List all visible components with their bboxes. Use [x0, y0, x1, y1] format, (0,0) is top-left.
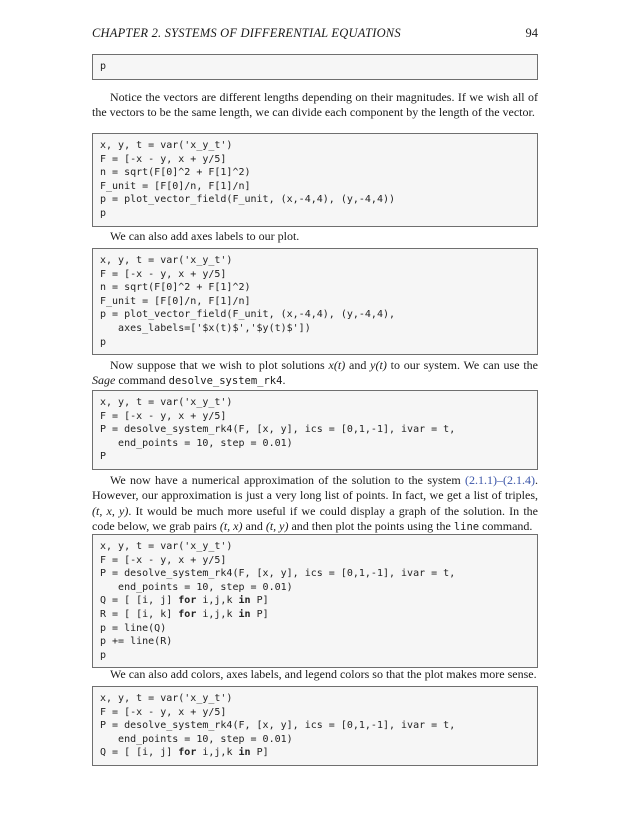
code-block-3: x, y, t = var('x_y_t') F = [-x - y, x + y/5] n = sqrt(F[0]^2 + F[1]^2) F_unit = [F[0]/n, F[1]/n] p = plot_vector_field(F_unit, (x,-4,4), (y,-4,4), axes_labels=['$x(t)$','$y(t)$']) p — [92, 248, 538, 355]
paragraph-colors-labels: We can also add colors, axes labels, and legend colors so that the plot makes more sense. — [110, 667, 537, 681]
code-block-2: x, y, t = var('x_y_t') F = [-x - y, x + y/5] n = sqrt(F[0]^2 + F[1]^2) F_unit = [F[0]/n, F[1]/n] p = plot_vector_field(F_unit, (x,-4,4), (y,-4,4)) p — [92, 133, 538, 227]
code-block-5: x, y, t = var('x_y_t') F = [-x - y, x + y/5] P = desolve_system_rk4(F, [x, y], ics = [0,1,-1], ivar = t, end_points = 10, step = 0.01) Q = [ [i, j] for i,j,k in P] R = [ [i, k] for i,j,k in P] p = line(Q) p += line(R) p — [92, 534, 538, 668]
paragraph-vector-lengths: Notice the vectors are different lengths depending on their magnitudes. If we wish all of the vectors to be the same length, we can divide each component by the length of the vector. — [92, 90, 538, 120]
code-block-1: p — [92, 54, 538, 80]
equation-reference-link[interactable]: (2.1.1)–(2.1.4) — [465, 473, 535, 487]
code-block-4: x, y, t = var('x_y_t') F = [-x - y, x + y/5] P = desolve_system_rk4(F, [x, y], ics = [0,1,-1], ivar = t, end_points = 10, step = 0.01) P — [92, 390, 538, 470]
chapter-title: CHAPTER 2. SYSTEMS OF DIFFERENTIAL EQUATIONS — [92, 26, 401, 40]
paragraph-plot-solutions: Now suppose that we wish to plot solutions x(t) and y(t) to our system. We can use the Sage command desolve_system_rk4. — [92, 358, 539, 388]
paragraph-numerical-approximation: We now have a numerical approximation of the solution to the system (2.1.1)–(2.1.4). However, our approximation is just a very long list of points. In fact, we get a list of triples, (t, x, y). It would be much more useful if we could display a graph of the solution. In the code below, we grab pairs (t, x) and (t, y) and then plot the points using the line command. — [92, 473, 538, 534]
page-header — [92, 26, 538, 44]
page-number: 94 — [525, 26, 538, 40]
code-block-6: x, y, t = var('x_y_t') F = [-x - y, x + y/5] P = desolve_system_rk4(F, [x, y], ics = [0,1,-1], ivar = t, end_points = 10, step = 0.01) Q = [ [i, j] for i,j,k in P] — [92, 686, 538, 766]
paragraph-axes-labels: We can also add axes labels to our plot. — [110, 229, 300, 243]
